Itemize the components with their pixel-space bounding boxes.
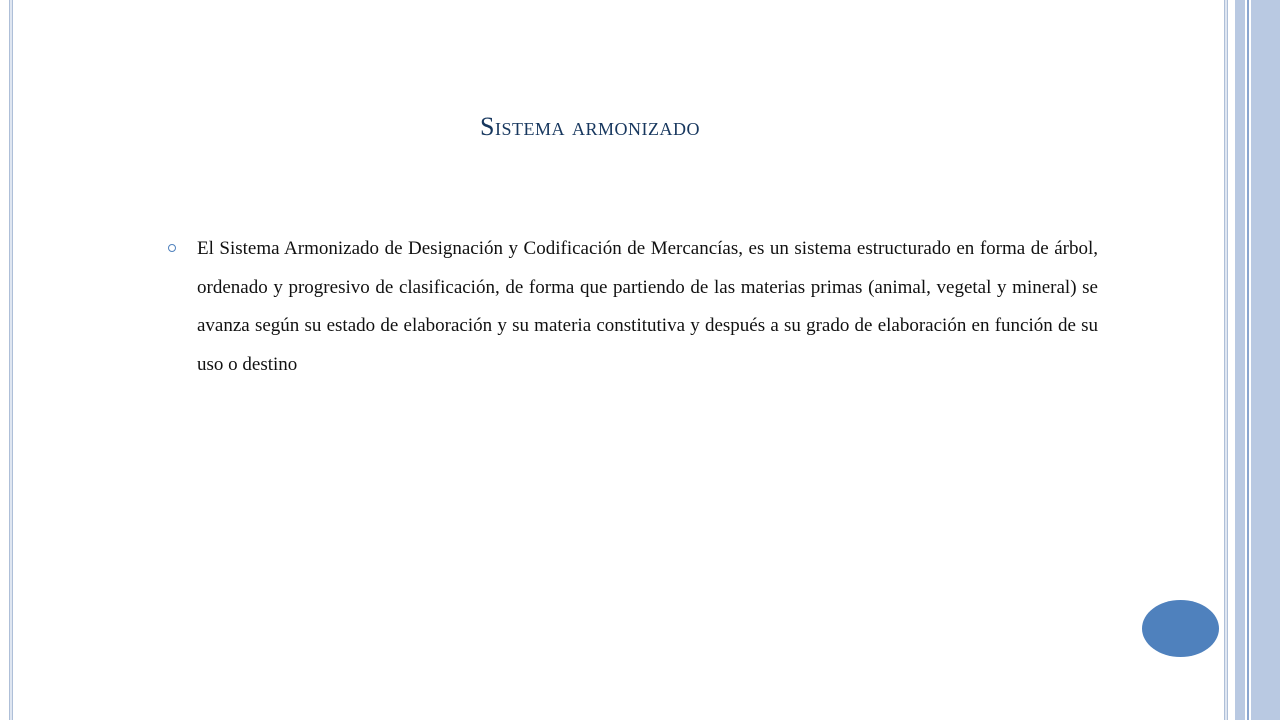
slide-title: Sistema armonizado	[480, 112, 700, 141]
slide-content	[168, 230, 1098, 384]
accent-circle-decoration	[1142, 600, 1219, 657]
bullet-text: El Sistema Armonizado de Designación y Codificación de Mercancías, es un sistema estructurado en forma de árbol, ordenado y progresivo de clasificación, de forma que partiendo de las materias primas (animal, vegetal y mineral) se avanza según su estado de elaboración y su materia constitutiva y después a su grado de elaboración en función de su uso o destino	[197, 238, 1098, 375]
bullet-item	[168, 230, 1098, 384]
bullet-circle-icon	[168, 244, 176, 252]
right-stripe-decoration	[1224, 0, 1280, 720]
left-border-decoration	[9, 0, 13, 720]
